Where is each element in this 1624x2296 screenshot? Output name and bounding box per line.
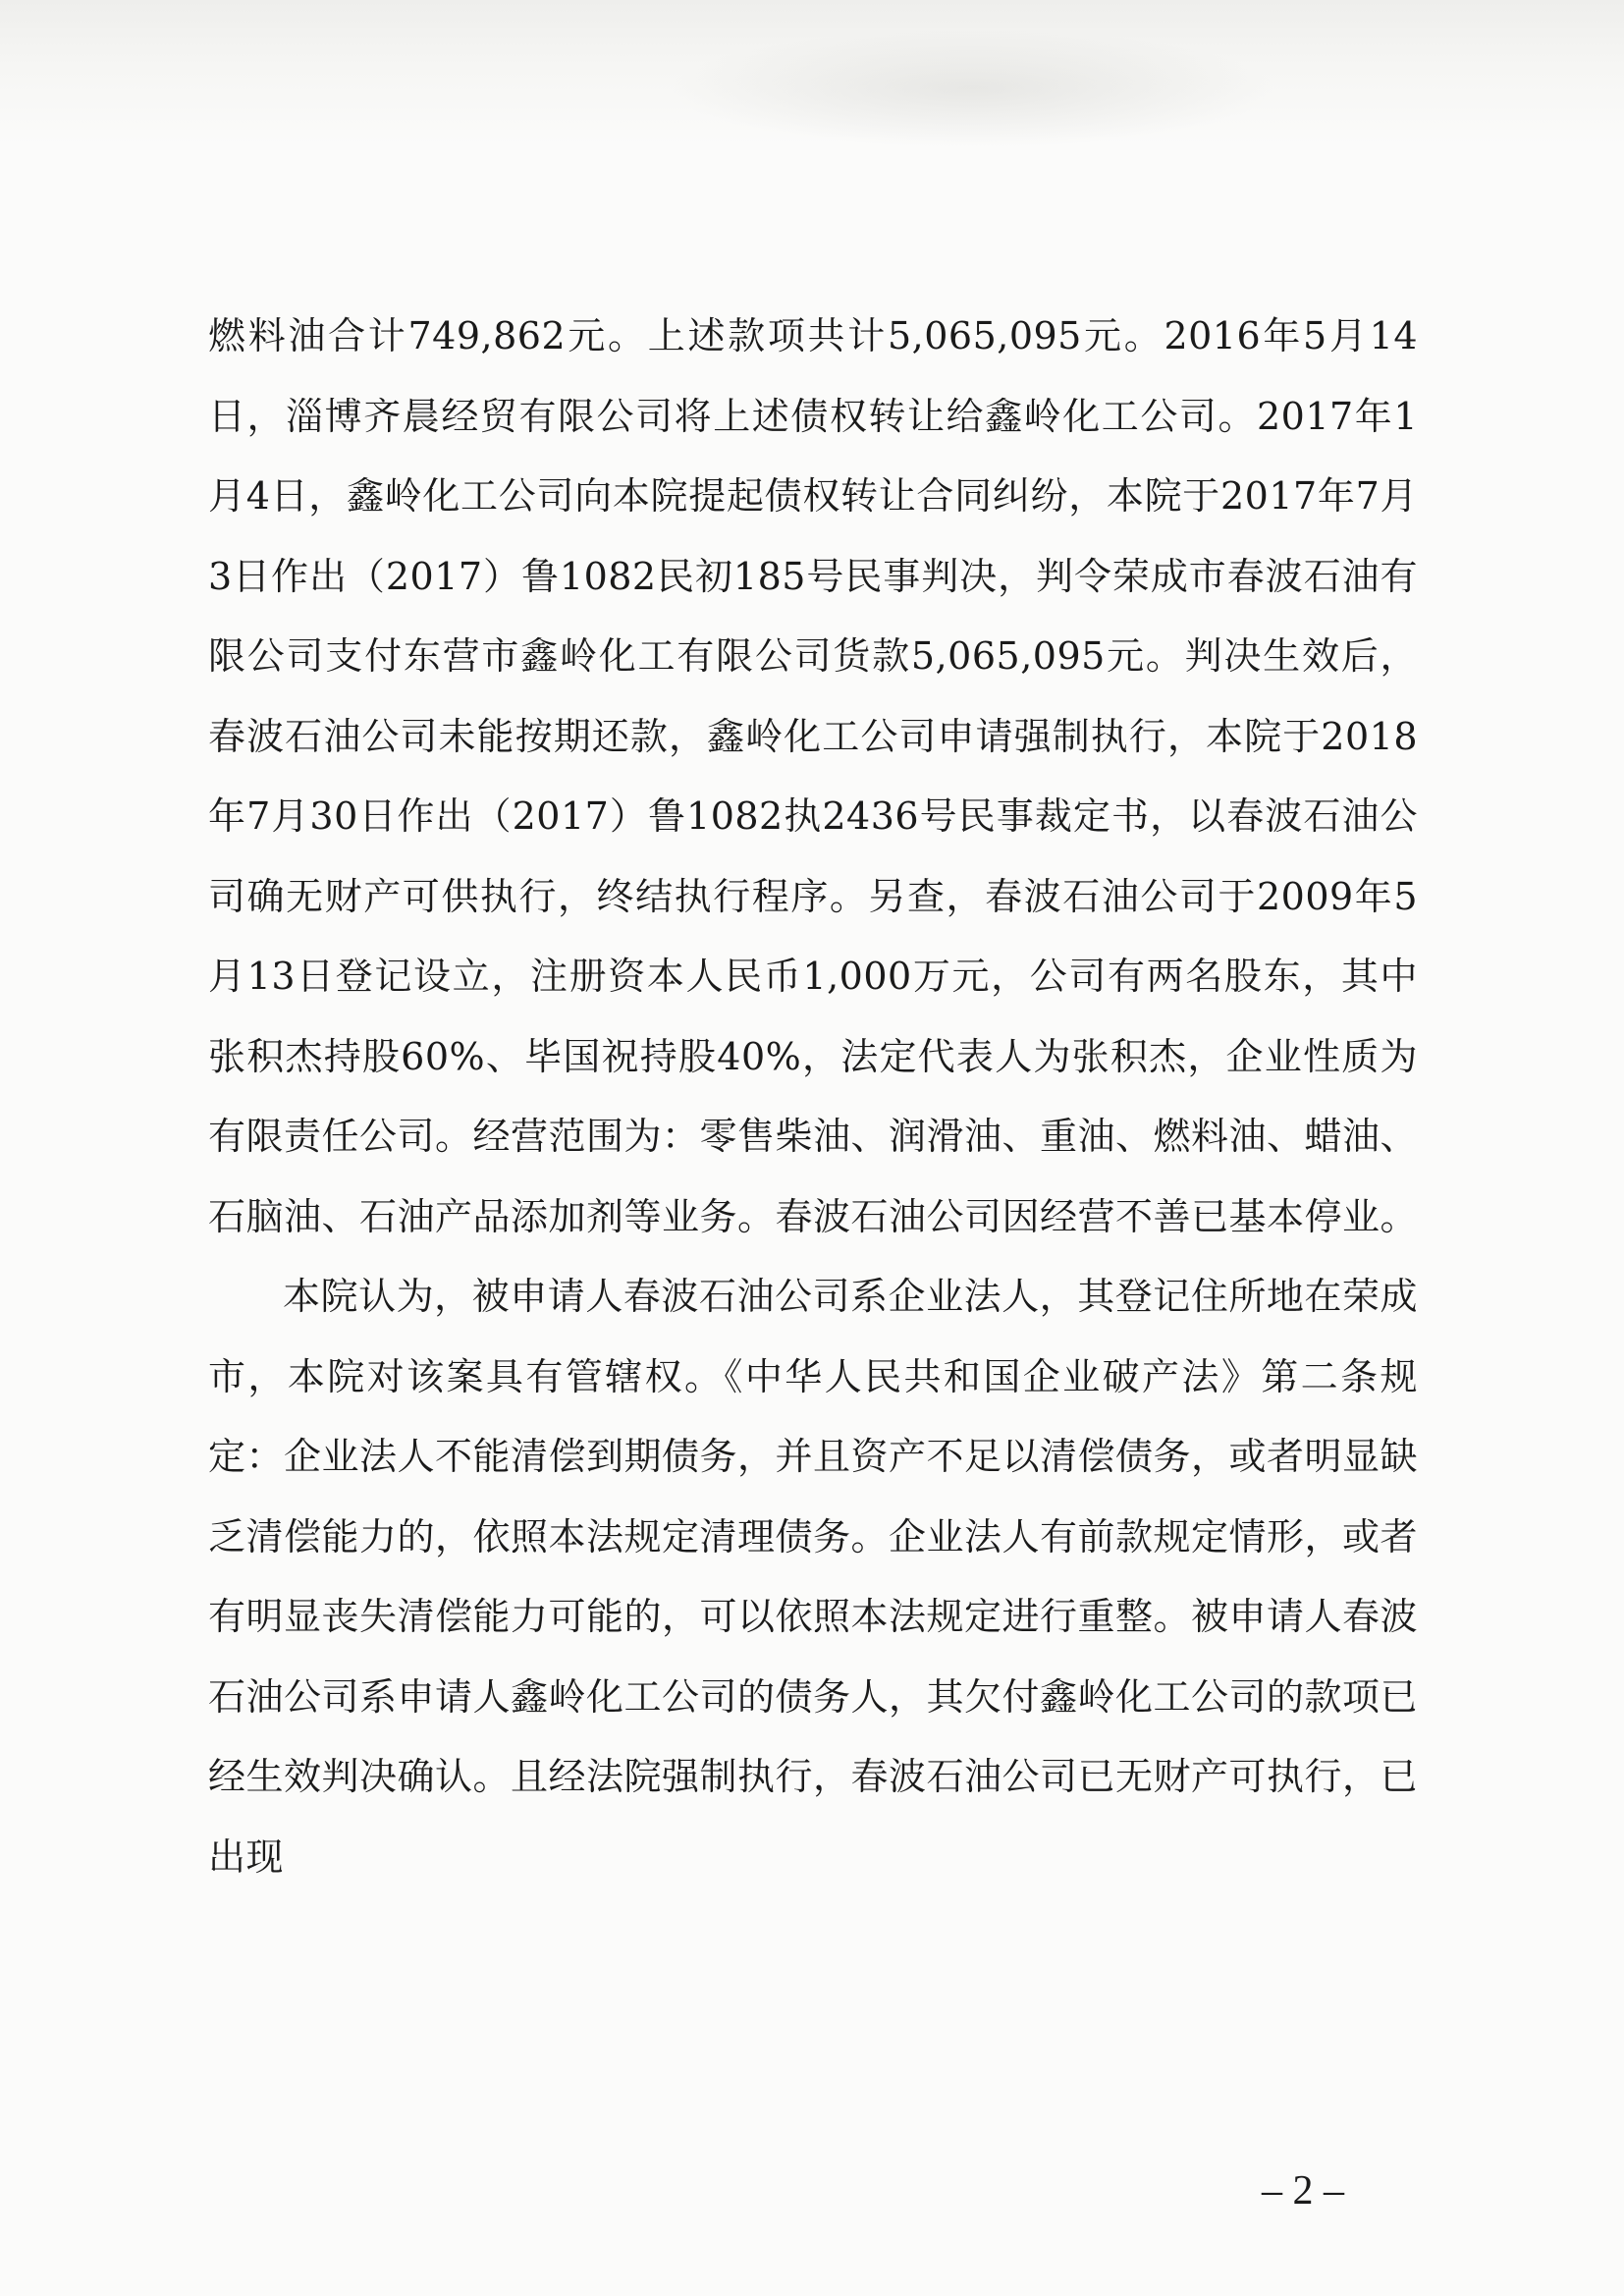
page-number: – 2 – (1262, 2168, 1344, 2214)
paragraph-court-opinion: 本院认为，被申请人春波石油公司系企业法人，其登记住所地在荣成市，本院对该案具有管辖权。《中华人民共和国企业破产法》第二条规定：企业法人不能清偿到期债务，并且资产不足以清偿债务，或者明显缺乏清偿能力的，依照本法规定清理债务。企业法人有前款规定情形，或者有明显丧失清偿能力可能的，可以依照本法规定进行重整。被申请人春波石油公司系申请人鑫岭化工公司的债务人，其欠付鑫岭化工公司的款项已经生效判决确认。且经法院强制执行，春波石油公司已无财产可执行，已出现 (208, 1275, 1419, 1879)
paragraph-facts: 燃料油合计749,862元。上述款项共计5,065,095元。2016年5月14日，淄博齐晨经贸有限公司将上述债权转让给鑫岭化工公司。2017年1月4日，鑫岭化工公司向本院提起债权转让合同纠纷，本院于2017年7月3日作出（2017）鲁1082民初185号民事判决，判令荣成市春波石油有限公司支付东营市鑫岭化工有限公司货款5,065,095元。判决生效后，春波石油公司未能按期还款，鑫岭化工公司申请强制执行，本院于2018年7月30日作出（2017）鲁1082执2436号民事裁定书，以春波石油公司确无财产可供执行，终结执行程序。另查，春波石油公司于2009年5月13日登记设立，注册资本人民币1,000万元，公司有两名股东，其中张积杰持股60%、毕国祝持股40%，法定代表人为张积杰，企业性质为有限责任公司。经营范围为：零售柴油、润滑油、重油、燃料油、蜡油、石脑油、石油产品添加剂等业务。春波石油公司因经营不善已基本停业。 (208, 314, 1419, 1238)
document-body (208, 297, 1418, 1897)
scan-bleed-through (668, 29, 1276, 147)
